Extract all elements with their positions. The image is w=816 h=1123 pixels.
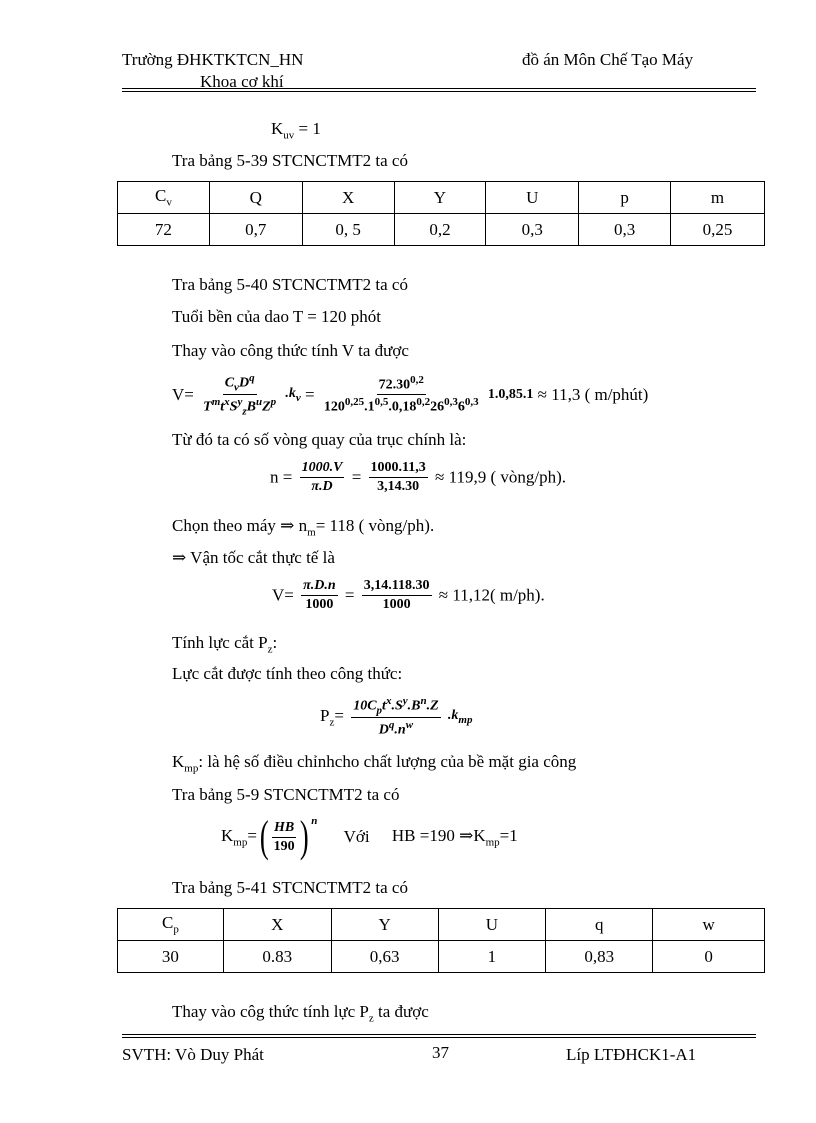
table-cell: 0,83 xyxy=(546,941,653,973)
choose-machine-line: Chọn theo máy ⇒ $n_m= 118$ ( vòng/ph). xyxy=(172,516,435,539)
table-cell: 0,25 xyxy=(671,214,765,246)
table-header-cell: Y xyxy=(394,182,486,214)
table-cell: 72 xyxy=(118,214,210,246)
v-formula-numeric-fraction: $\frac{72.30^{0,2}}{120^{0,25}.1^{0,5}.0,18^{0,2}26^{0,3}6^{0,3}}$ xyxy=(323,373,479,416)
table-cell: 0,3 xyxy=(579,214,671,246)
table-cell: 0, 5 xyxy=(302,214,394,246)
table-header-cell: $C_p$ xyxy=(118,909,224,941)
table-cell: 0.83 xyxy=(223,941,331,973)
coefficients-table-v xyxy=(117,181,765,246)
table-cell: 0,3 xyxy=(486,214,579,246)
table-cell: 0,7 xyxy=(209,214,302,246)
table-header-row xyxy=(118,909,765,941)
v-formula-general-fraction: $\frac{C_vD^q}{T^mt^xS^y_zB^uZ^p}$ xyxy=(203,372,277,418)
table2-caption: Tra bảng 5-41 STCNCTMT2 ta có xyxy=(172,878,408,897)
footer-rule-top xyxy=(122,1034,756,1035)
table-5-40-caption: Tra bảng 5-40 STCNCTMT2 ta có xyxy=(172,275,408,294)
header-school: Trường ĐHKTKTCN_HN xyxy=(122,50,304,69)
kuv-line: $K_{uv} = 1$ xyxy=(271,119,321,142)
table-row xyxy=(118,214,765,246)
header-department: Khoa cơ khí xyxy=(200,72,284,91)
table-header-cell: X xyxy=(223,909,331,941)
actual-speed-line: ⇒ Vận tốc cắt thực tế là xyxy=(172,548,335,567)
table-row xyxy=(118,941,765,973)
table-5-9-caption: Tra bảng 5-9 STCNCTMT2 ta có xyxy=(172,785,400,804)
table-header-row xyxy=(118,182,765,214)
force-formula-intro-line: Lực cắt được tính theo công thức: xyxy=(172,664,403,683)
table-header-cell: q xyxy=(546,909,653,941)
table-header-cell: Y xyxy=(331,909,438,941)
pz-formula: $P_z=$ $\frac{10C_pt^x.S^y.B^n.Z}{D^q.n^w}$ $.k_{mp}$ xyxy=(320,695,473,739)
substitute-pz-line: Thay vào côg thức tính lực $P_z$ ta được xyxy=(172,1002,429,1025)
cutting-force-line: Tính lực cắt $P_z$: xyxy=(172,633,278,656)
header-subject: đồ án Môn Chế Tạo Máy xyxy=(522,50,694,69)
tool-life-line: Tuổi bền của dao T = 120 phót xyxy=(172,307,382,326)
v2-formula: V= $\frac{\pi.D.n}{1000}$ = $\frac{3,14.118.30}{1000}$ ≈ 11,12( m/ph). xyxy=(272,578,545,612)
table-header-cell: w xyxy=(653,909,765,941)
table-header-cell: X xyxy=(302,182,394,214)
table-header-cell: p xyxy=(579,182,671,214)
footer-rule-bottom xyxy=(122,1037,756,1038)
table-cell: 1 xyxy=(438,941,546,973)
table1-caption: Tra bảng 5-39 STCNCTMT2 ta có xyxy=(172,151,408,170)
spindle-intro-line: Từ đó ta có số vòng quay của trục chính là: xyxy=(172,430,467,449)
table-cell: 30 xyxy=(118,941,224,973)
table-header-cell: U xyxy=(438,909,546,941)
table-cell: 0,63 xyxy=(331,941,438,973)
table-header-cell: m xyxy=(671,182,765,214)
kmp-formula: $K_{mp}=$( $\frac{HB}{190}$ ) $^n$ Với HB =190 $\Rightarrow K_{mp}=1$ xyxy=(221,812,518,861)
header-rule-top xyxy=(122,88,756,89)
n-formula: n = $\frac{1000.V}{\pi.D}$ = $\frac{1000.11,3}{3,14.30}$ ≈ 119,9 ( vòng/ph). xyxy=(270,460,567,494)
kmp-description-line: $K_{mp}$: là hệ số điều chỉnhcho chất lượng của bề mặt gia công xyxy=(172,752,577,775)
table-cell: 0 xyxy=(653,941,765,973)
footer-class: Líp LTĐHCK1-A1 xyxy=(566,1045,697,1064)
footer-page-number: 37 xyxy=(432,1043,449,1062)
coefficients-table-p xyxy=(117,908,765,973)
table-header-cell: U xyxy=(486,182,579,214)
table-cell: 0,2 xyxy=(394,214,486,246)
substitute-v-line: Thay vào công thức tính V ta được xyxy=(172,341,409,360)
v-formula: V= $\frac{C_vD^q}{T^mt^xS^y_zB^uZ^p}$ $.k_v$ = $\frac{72.30^{0,2}}{120^{0,25}.1^{0,5}.0,18^{0,2}26^{0,3}6^{0,3}}$ 1.0,85.1 ≈ 11,3 ( m/phút) xyxy=(172,372,649,418)
header-rule-bottom xyxy=(122,91,756,92)
footer-student: SVTH: Vò Duy Phát xyxy=(122,1045,264,1064)
table-header-cell: Q xyxy=(209,182,302,214)
table-header-cell: $C_v$ xyxy=(118,182,210,214)
